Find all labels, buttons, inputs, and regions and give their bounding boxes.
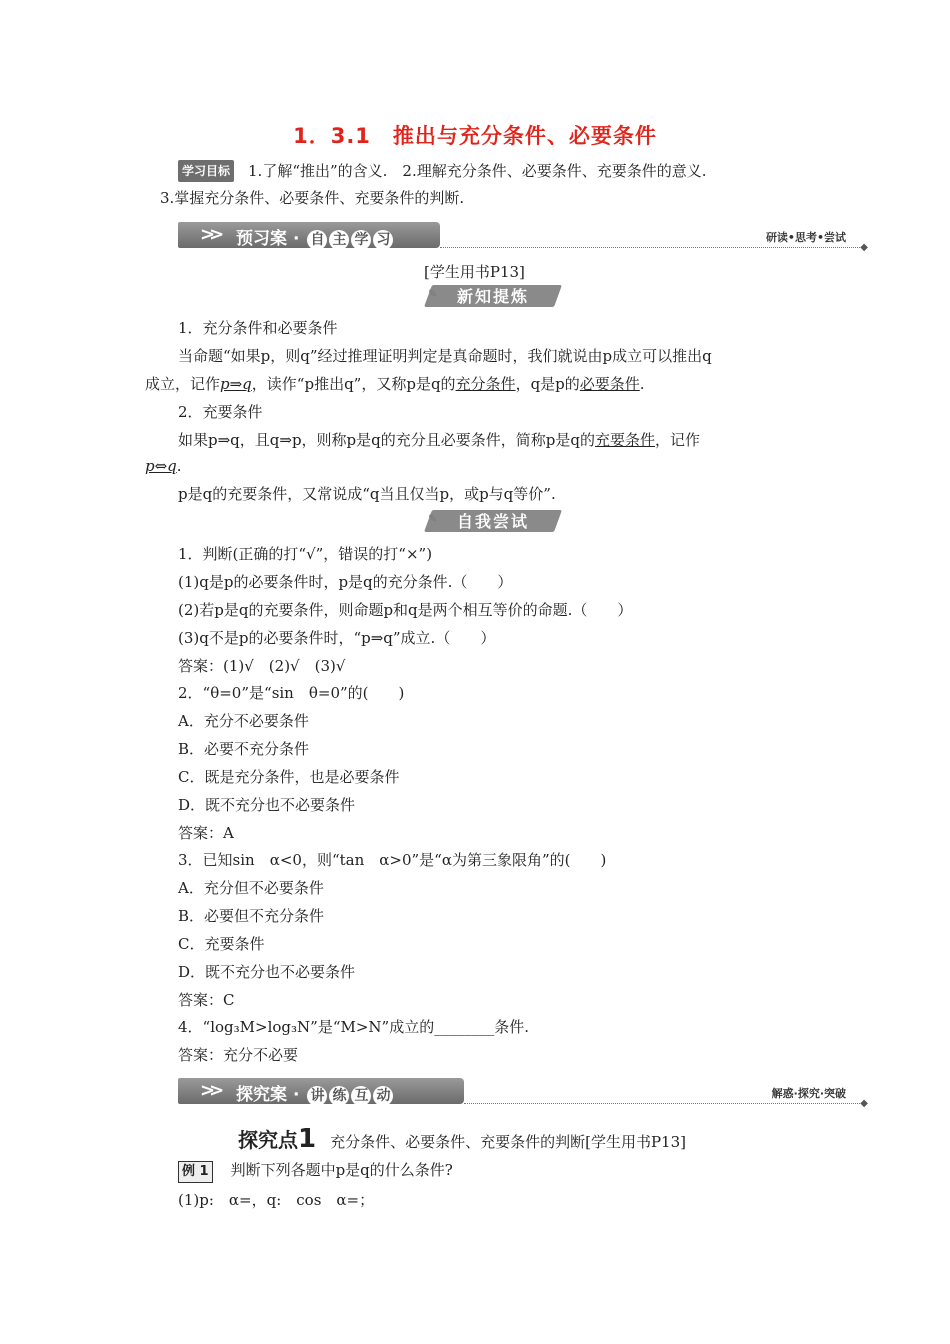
lesson-title: 1．3.1 推出与充分条件、必要条件 xyxy=(293,124,657,148)
pin-icon: ✎ xyxy=(428,512,438,525)
section-tagline: 研读•思考•尝试 xyxy=(765,231,846,244)
answer-2: 答案：A xyxy=(178,824,234,842)
goals-badge: 学习目标 xyxy=(178,160,234,182)
chevron-icon: >> xyxy=(200,1080,219,1101)
answer-3: 答案：C xyxy=(178,991,235,1009)
question-3-option-c: C．充要条件 xyxy=(178,935,265,953)
example-1 xyxy=(178,1160,453,1183)
question-1-item-2: (2)若p是q的充要条件，则命题p和q是两个相互等价的命题.（ ） xyxy=(178,601,633,619)
question-1-item-3: (3)q不是p的必要条件时，“p⇒q”成立.（ ） xyxy=(178,629,496,647)
question-2: 2．“θ=0”是“sin θ=0”的( ) xyxy=(178,684,405,702)
explore-number: 1 xyxy=(298,1124,317,1154)
section-banner-explore: >> 探究案 · 讲 练 互 动 解惑·探究·突破 ◆ xyxy=(178,1078,868,1106)
diamond-icon: ◆ xyxy=(860,1098,868,1109)
book-reference: [学生用书P13] xyxy=(424,263,525,281)
question-2-option-b: B．必要不充分条件 xyxy=(178,740,310,758)
goals-line-2: 3.掌握充分条件、必要条件、充要条件的判断. xyxy=(160,189,465,207)
answer-1: 答案：(1)√ (2)√ (3)√ xyxy=(178,657,346,675)
answer-4: 答案：充分不必要 xyxy=(178,1046,299,1064)
question-3-option-d: D．既不充分也不必要条件 xyxy=(178,963,356,981)
question-1-item-1: (1)q是p的必要条件时，p是q的充分条件.（ ） xyxy=(178,573,513,591)
explore-text: 充分条件、必要条件、充要条件的判断[学生用书P13] xyxy=(330,1133,686,1151)
knowledge-heading-2: 2．充要条件 xyxy=(178,403,263,421)
chevron-icon: >> xyxy=(200,224,219,245)
example-badge: 例 1 xyxy=(178,1161,213,1183)
question-2-option-d: D．既不充分也不必要条件 xyxy=(178,796,356,814)
section-banner-preview: >> 预习案 · 自 主 学 习 研读•思考•尝试 ◆ xyxy=(178,222,868,250)
subheading-new-knowledge: ✎ 新知提炼 xyxy=(428,285,558,309)
pin-icon: ✎ xyxy=(428,287,438,300)
knowledge-para-1a: 当命题“如果p，则q”经过推理证明判定是真命题时，我们就说由p成立可以推出q xyxy=(178,347,712,365)
knowledge-heading-1: 1．充分条件和必要条件 xyxy=(178,319,338,337)
question-1: 1．判断(正确的打“√”，错误的打“×”) xyxy=(178,545,433,563)
learning-goals xyxy=(178,160,707,182)
example-sub-1: (1)p: α=，q: cos α=； xyxy=(178,1191,375,1209)
section-name: 探究案 xyxy=(236,1085,287,1105)
diamond-icon: ◆ xyxy=(860,242,868,253)
knowledge-para-2b: p⇔q. xyxy=(145,457,182,475)
question-3: 3．已知sin α<0，则“tan α>0”是“α为第三象限角”的( ) xyxy=(178,851,607,869)
question-4: 4．“log₃M>log₃N”是“M>N”成立的________条件. xyxy=(178,1018,529,1036)
goals-line-1: 1.了解“推出”的含义. 2.理解充分条件、必要条件、充要条件的意义. xyxy=(248,162,707,180)
explore-point-heading xyxy=(238,1124,686,1154)
question-3-option-b: B．必要但不充分条件 xyxy=(178,907,325,925)
section-name: 预习案 xyxy=(236,229,287,249)
example-text: 判断下列各题中p是q的什么条件? xyxy=(230,1161,453,1179)
knowledge-para-1b: 成立，记作p⇒q，读作“p推出q”，又称p是q的充分条件，q是p的必要条件. xyxy=(145,375,645,393)
explore-label: 探究点 xyxy=(238,1128,298,1152)
question-2-option-a: A．充分不必要条件 xyxy=(178,712,309,730)
subheading-self-test: ✎ 自我尝试 xyxy=(428,510,558,534)
question-3-option-a: A．充分但不必要条件 xyxy=(178,879,324,897)
knowledge-para-3: p是q的充要条件，又常说成“q当且仅当p，或p与q等价”. xyxy=(178,485,556,503)
question-2-option-c: C．既是充分条件，也是必要条件 xyxy=(178,768,400,786)
knowledge-para-2a: 如果p⇒q，且q⇒p，则称p是q的充分且必要条件，简称p是q的充要条件，记作 xyxy=(178,431,700,449)
section-tagline: 解惑·探究·突破 xyxy=(771,1087,846,1100)
